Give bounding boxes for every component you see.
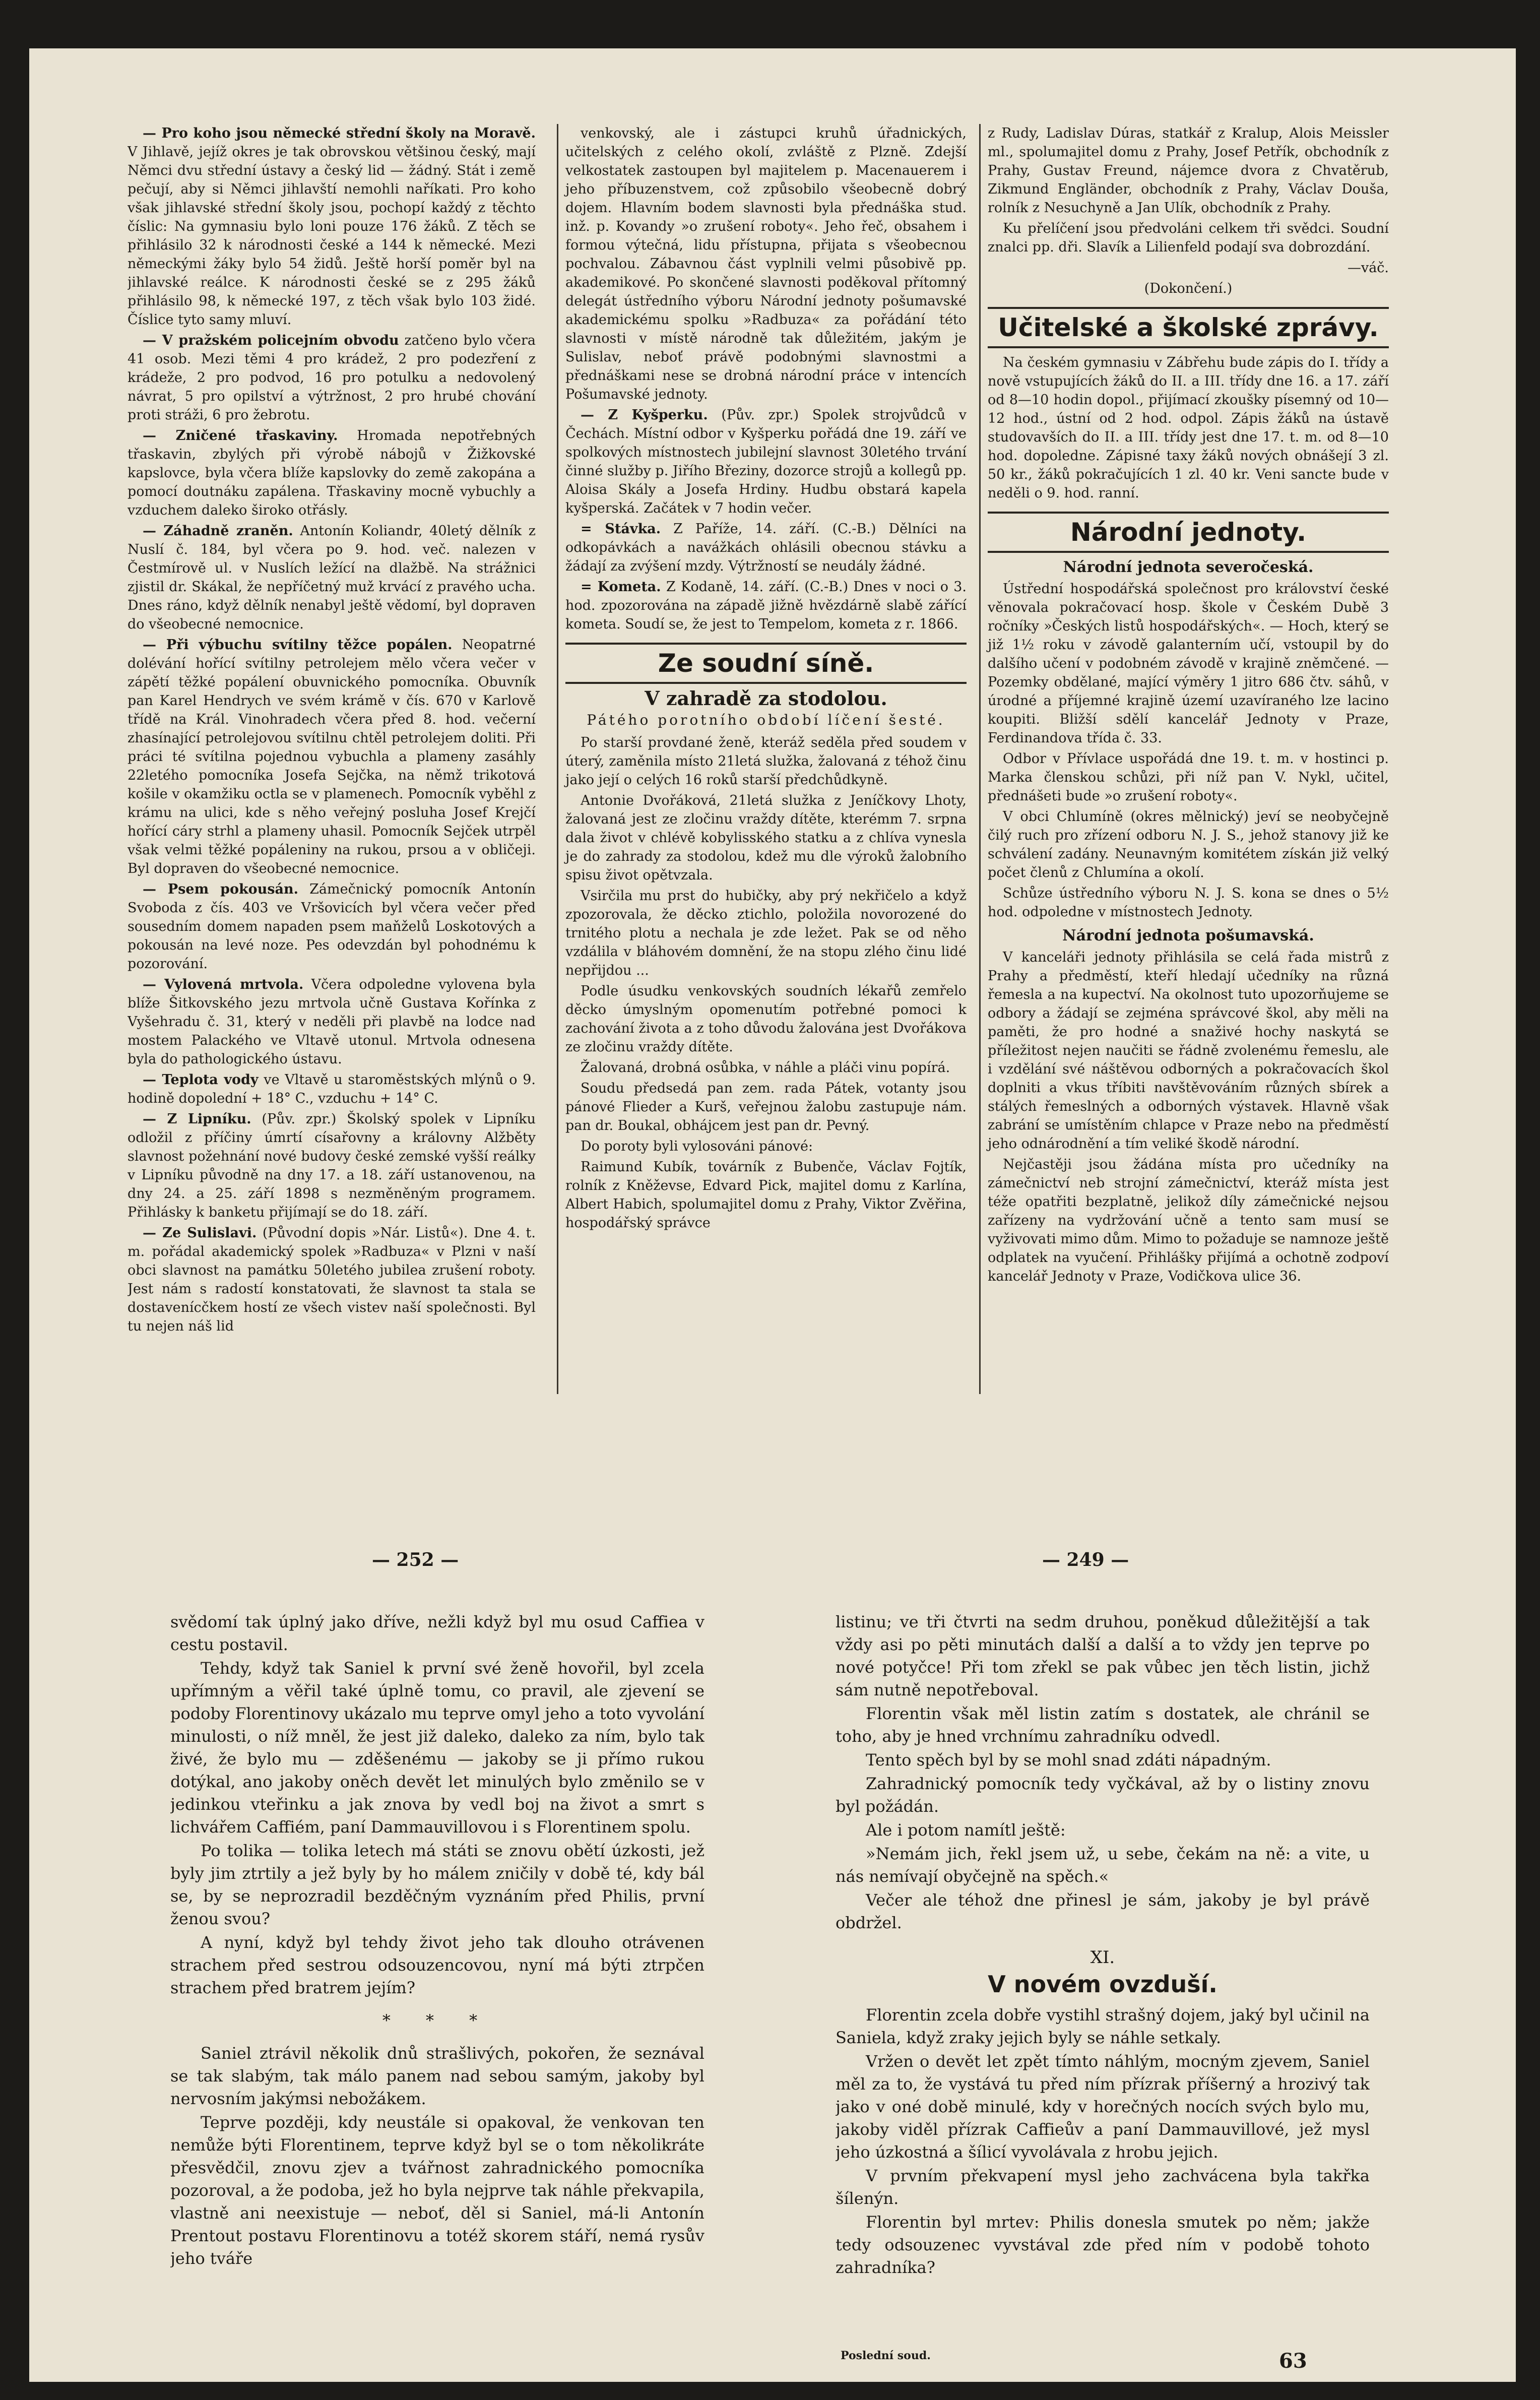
news-item xyxy=(127,1110,536,1222)
novel-paragraph xyxy=(836,1843,1370,1888)
item-text: Vržen o devět let zpět tímto náhlým, mocným zjevem, Saniel měl za to, že vystává tu před ním přízrak příšerný a hrozivý tak jako v oné době minulé, kdy v horečných nocích svých bylo mu, jakoby viděl přízrak Caffieův a paní Dammauvillové, jež mysl jeho úzkostná a šílicí vyvolávala z hrobu jejich. xyxy=(836,2052,1370,2162)
item-text: Žalovaná, drobná osůbka, v náhle a pláči vinu popírá. xyxy=(581,1060,950,1076)
item-text: (Pův. zpr.) Školský spolek v Lipníku odložil z příčiny úmrtí císařovny a královny Alžběty slavnost požehnání nové budovy české zemské vyšší reálky v Lipníku původně na dny 17. a 18. září ustanovenou, na dny 24. a 25. září 1898 s nezměněným programem. Přihlásky k banketu přijímají se do 18. září. xyxy=(127,1111,536,1220)
union-paragraph xyxy=(988,948,1389,1153)
chapter-number xyxy=(836,1946,1370,1969)
page-number-right: — 249 — xyxy=(1042,1549,1129,1570)
author-signature: —váč. xyxy=(1347,260,1389,276)
item-lead: — Záhadně zraněn. xyxy=(143,523,293,539)
novel-paragraph xyxy=(836,1749,1370,1772)
novel-paragraph xyxy=(170,2111,704,2270)
news-item xyxy=(127,522,536,634)
item-text: Z Paříže, 14. září. (C.-B.) Dělníci na odkopávkách a navážkách ohlásili obecnou stávku a žádají za zvýšení mzdy. Výtržností se neudály žádné. xyxy=(565,521,967,574)
item-text: Teprve později, kdy neustále si opakoval, že venkovan ten nemůže býti Florentinem, teprve když byl se o tom několikráte přesvědčil, znovu zjev a tvářnost zahradnického pomocníka pozoroval, a že podoba, jež ho byla nejprve tak náhle překvapila, vlastně ani neexistuje — neboť, děl si Saniel, má-li Antonín Prentout postavu Florentinovu a totéž skorem stáří, nemá rysův jeho tváře xyxy=(170,2113,704,2268)
court-paragraph xyxy=(565,1058,967,1077)
item-text: V obci Chlumíně (okres mělnický) jeví se neobyčejně čilý ruch pro zřízení odboru N. J. S., jehož stanovy již ke schválení zadány. Neunavným komitétem získán již velký počet členů z Chlumína a okolí. xyxy=(988,809,1389,880)
novel-paragraph xyxy=(836,2211,1370,2279)
news-item xyxy=(565,406,967,518)
item-text: listinu; ve tři čtvrti na sedm druhou, poněkud důležitější a tak vždy asi po pěti minutách další a další a to vždy jen teprve po nové potyčce! Při tom zřekl se pak vůbec jen těch listin, jichž sám nutně nepotřeboval. xyxy=(836,1612,1370,1699)
court-article-title: V zahradě za stodolou. xyxy=(645,687,887,710)
novel-paragraph xyxy=(170,2009,704,2032)
court-article-subtitle: Pátého porotního období líčení šesté. xyxy=(587,712,945,728)
court-paragraph xyxy=(565,1158,967,1232)
court-paragraph xyxy=(565,1137,967,1156)
union-north-heading: Národní jednota severočeská. xyxy=(1063,558,1314,576)
news-item xyxy=(565,520,967,576)
news-item xyxy=(127,426,536,520)
item-text: Po tolika — tolika letech má státi se znovu obětí úzkosti, jež byly jim ztrtily a jež byly by ho málem zničily v době té, kdy bál se, by se neprozradil bezděčným vyznáním před Philis, první ženou svou? xyxy=(170,1841,704,1928)
novel-paragraph xyxy=(836,1702,1370,1748)
court-paragraph xyxy=(565,982,967,1056)
item-text: Z Kodaně, 14. září. (C.-B.) Dnes v noci o 3. hod. zpozorována na západě jižně hvězdárně slabě zářící kometa. Soudí se, že jest to Tempelom, kometa z r. 1866. xyxy=(565,579,967,632)
union-paragraph xyxy=(988,749,1389,805)
footer-book-title: Poslední soud. xyxy=(841,2349,931,2362)
item-text: V novém ovzduší. xyxy=(988,1971,1217,1998)
item-text: svědomí tak úplný jako dříve, nežli když byl mu osud Caffiea v cestu postavil. xyxy=(170,1612,704,1654)
court-paragraph xyxy=(565,887,967,980)
item-text: (Původní dopis »Nár. Listů«). Dne 4. t. m. pořádal akademický spolek »Radbuza« v Plzni v naší obci slavnost na památku 50letého jubilea zrušení roboty. Jest nám s radostí konstatovati, že slavnost ta stala se dostavenícčkem hostí ze všech vistev naší společnosti. Byl tu nejen náš lid xyxy=(127,1225,536,1334)
novel-paragraph xyxy=(836,2004,1370,2049)
item-text: Do poroty byli vylosováni pánové: xyxy=(581,1139,813,1154)
court-paragraph xyxy=(565,1079,967,1135)
item-text: Podle úsudku venkovských soudních lékařů zemřelo děcko úmyslným opomenutím potřebné pomoci k zachování života a z toho důvodu žalována jest Dvořákova ze zločinu vraždy dítěte. xyxy=(565,983,967,1055)
item-lead: — Vylovená mrtvola. xyxy=(143,977,304,992)
jury-list-continued: z Rudy, Ladislav Dúras, statkář z Kralup, Alois Meissler ml., spolumajitel domu z Prahy, Josef Petřík, obchodník z Prahy, Gustav Freund, nájemce dvora z Chvatěrub, Zikmund Engländer, obchodník z Prahy, Václav Douša, rolník z Nesuchyně a Jan Ulík, obchodník z Prahy. xyxy=(988,125,1389,216)
news-item xyxy=(127,124,536,329)
novel-pages xyxy=(29,1611,1516,2377)
item-text: Ale i potom namítl ještě: xyxy=(866,1820,1066,1840)
item-text: Odbor v Přívlace uspořádá dne 19. t. m. v hostinci p. Marka členskou schůzi, při níž pan V. Nykl, učitel, přednášeti bude »o zrušení roboty«. xyxy=(988,751,1389,804)
item-text: Florentin byl mrtev: Philis donesla smutek po něm; jakže tedy odsouzenec vyvstával zde před ním v podobě tohoto zahradníka? xyxy=(836,2213,1370,2277)
court-section-heading: Ze soudní síně. xyxy=(565,643,967,684)
news-item xyxy=(127,331,536,424)
school-news-paragraph: Na českém gymnasiu v Zábřehu bude zápis do I. třídy a nově vstupujících žáků do II. a III. třídy dne 16. a 17. září od 8—10 hodin dopol., přijímací zkoušky písemný od 10—12 hod., ústní od 2 hod. odpol. Zápis žáků na ústavě studovavších do II. a III. třídy jest dne 17. t. m. od 8—10 hod. dopoledne. Zápisné taxy žáků nových obnášejí 3 zl. 50 kr., žáků pokračujících 1 zl. 40 kr. Veni sancte bude v neděli o 9. hod. ranní. xyxy=(988,355,1389,501)
item-lead: — Ze Sulislavi. xyxy=(143,1225,257,1241)
item-text: Večer ale téhož dne přinesl je sám, jakoby je byl právě obdržel. xyxy=(836,1890,1370,1932)
item-lead: — Z Kyšperku. xyxy=(581,407,708,423)
news-column-3 xyxy=(979,124,1389,1394)
item-text: XI. xyxy=(1090,1947,1115,1968)
item-text: Nejčastěji jsou žádána místa pro učedníky na zámečnictví neb strojní zámečnictví, kteráž místa jest téže opatřiti bezplatně, jelikož díly zámečnické nejsou zařízeny na vydržování učně a tento sam musí se vyživovati mimo dům. Mimo to požaduje se namnoze ještě odplatek na vyučení. Přihlášky přijímá a ochotně zodpoví kancelář Jednoty v Praze, Vodičkova ulice 36. xyxy=(988,1157,1389,1284)
item-text: Antonie Dvořáková, 21letá služka z Jeníčkovy Lhoty, žalovaná jest ze zločinu vraždy dítěte, kterémm 7. srpna dala život v chlévě kobylisského statku a z chlíva vynesla je do zahrady za stodolou, kdež mu dle výroků žalobního spisu život opětvzala. xyxy=(565,793,967,883)
novel-paragraph xyxy=(836,2165,1370,2210)
news-item xyxy=(127,1070,536,1108)
item-text: Schůze ústředního výboru N. J. S. kona se dnes o 5½ hod. odpoledne v místnostech Jednoty. xyxy=(988,886,1389,920)
item-text: Tento spěch byl by se mohl snad zdáti nápadným. xyxy=(866,1750,1271,1770)
novel-paragraph xyxy=(836,1611,1370,1701)
item-text: A nyní, když byl tehdy život jeho tak dlouho otrávenen strachem před sestrou odsouzencovou, nyní má býti ztrpčen strachem před bratrem jejím? xyxy=(170,1933,704,1997)
news-item xyxy=(565,124,967,404)
union-paragraph xyxy=(988,807,1389,882)
news-column-2 xyxy=(557,124,967,1394)
chapter-title xyxy=(836,1973,1370,1996)
item-text: V kanceláři jednoty přihlásila se celá řada mistrů z Prahy a předměstí, kteří hledají učedníky na různá řemesla a na kupectví. Na okolnost tuto upozorňujeme se odbory a žádají se zejména správcové škol, aby měli na paměti, že pro hodné a snaživé hochy naskytá se příležitost nejen naučiti se řádně zvolenému řemeslu, ale i vzdělání své náštěvou odborných a pokračovacích škol doplniti a vkus tříbiti navštěvováním různých sbírek a stálých řemeslných a odborných výstavek. Hlavně však zabrání se umístěním chlapce v Praze nebo na předměstí jeho odnárodnění a tím veliké škodě národní. xyxy=(988,950,1389,1152)
novel-paragraph xyxy=(170,1611,704,1656)
item-text: V prvním překvapení mysl jeho zachvácena byla takřka šílenýn. xyxy=(836,2166,1370,2208)
national-unions-heading: Národní jednoty. xyxy=(988,512,1389,553)
novel-paragraph xyxy=(836,1819,1370,1842)
news-item xyxy=(127,975,536,1068)
novel-paragraph xyxy=(170,1931,704,1999)
item-text: Ústřední hospodářská společnost pro království české věnovala pokračovací hosp. škole v Českém Dubě 3 ročníky »Českých listů hospodářských«. — Hoch, který se již 1½ roku v závodě galanterním učí, vstoupil by do dalšího učení v podobném závodě v krajině zněmčené. — Pozemky obdělané, mající výměry 1 jitro 686 čtv. sáhů, v úrodné a příjemné krajině území uzavíraného lze lacino koupiti. Bližší sdělí kancelář Jednoty v Praze, Ferdinandova třída č. 33. xyxy=(988,581,1389,746)
novel-page-right xyxy=(836,1611,1370,2367)
item-lead: = Kometa. xyxy=(581,579,661,595)
news-item xyxy=(127,880,536,973)
item-text: * * * xyxy=(382,2011,493,2030)
item-text: Neopatrné dolévání hořící svítilny petrolejem mělo včera večer v zápětí těžké popálení obuvnického pomocníka. Obuvník pan Karel Hendrych ve svém krámě v čís. 670 v Karlově třídě na Král. Vinohradech včera před 8. hod. večerní zhasínající petrolejovou svítilnu chtěl petrolejem doliti. Při práci té svítilna pojednou vybuchla a plameny zasáhly 22letého pomocníka Josefa Sejčka, na němž trikotová košile v okamžiku octla se v plamenech. Pomocník vyběhl z krámu na ulici, kde s něho veřejný posluha Josef Krejčí hořící cáry strhl a plameny uhasil. Pomocník Sejček utrpěl však velmi těžké popáleniny na rukou, prsou a v obličeji. Byl dopraven do všeobecné nemocnice. xyxy=(127,637,536,876)
item-lead: = Stávka. xyxy=(581,521,661,537)
item-lead: — Zničené třaskaviny. xyxy=(143,428,338,444)
union-paragraph xyxy=(988,884,1389,921)
item-lead: — Z Lipníku. xyxy=(143,1111,251,1127)
item-text: Zahradnický pomocník tedy vyčkával, až by o listiny znovu byl požádán. xyxy=(836,1774,1370,1816)
union-sumava-heading: Národní jednota pošumavská. xyxy=(1062,927,1314,944)
item-text: Raimund Kubík, továrník z Bubenče, Václav Fojtík, rolník z Kněževse, Edvard Pick, majitel domu z Karlína, Albert Habich, spolumajitel domu z Prahy, Viktor Zvěřina, hospodářský správce xyxy=(565,1159,967,1231)
item-text: Florentin však měl listin zatím s dostatek, ale chránil se toho, aby je hned vrchnímu zahradníku odvedl. xyxy=(836,1704,1370,1746)
item-text: Včera odpoledne vylovena byla blíže Šitkovského jezu mrtvola učně Gustava Kořínka z Vyšehradu č. 31, který v neděli při plavbě na lodce nad mostem Palackého ve Vltavě utonul. Mrtvola odnesena byla do pathologického ústavu. xyxy=(127,977,536,1067)
union-paragraph xyxy=(988,1155,1389,1286)
news-column-1 xyxy=(127,124,536,1394)
news-item xyxy=(127,1224,536,1336)
item-text: (Pův. zpr.) Spolek strojvůdců v Čechách. Místní odbor v Kyšperku pořádá dne 19. září ve spolkových místnostech jubilejní slavnost 30letého trvání činné služby p. Jiřího Březiny, dozorce strojů a kollegů pp. Aloisa Skály a Josefa Hrdiny. Hudbu obstará kapela kyšperská. Začátek v 7 hodin večer. xyxy=(565,407,967,516)
item-lead: — Při výbuchu svítilny těžce popálen. xyxy=(143,637,453,653)
item-text: V Jihlavě, jejíž okres je tak obrovskou většinou český, mají Němci dvu střední ústavy a český lid — žádný. Stát i země pečují, aby si Němci jihlavští nemohli naříkati. Pro koho však jihlavské střední školy jsou, pochopí každý z těchto číslic: Na gymnasiu bylo loni pouze 176 žáků. Z těch se přihlásilo 32 k národnosti české a 144 k německé. Mezi německými žáky bylo 54 židů. Ještě horší poměr byl na jihlavské reálce. K národnosti české se z 295 žáků přihlásilo 98, k německé 197, z těch však bylo 103 židé. Číslice tyto samy mluví. xyxy=(127,144,536,328)
court-paragraph xyxy=(565,733,967,789)
footer-page-number: 63 xyxy=(1279,2349,1307,2373)
newspaper-page xyxy=(29,48,1516,2382)
item-lead: — Pro koho jsou německé střední školy na Moravě. xyxy=(143,125,536,141)
novel-paragraph xyxy=(170,1840,704,1930)
item-lead: — Psem pokousán. xyxy=(143,881,299,897)
novel-paragraph xyxy=(170,2042,704,2110)
item-text: Zámečnický pomocník Antonín Svoboda z čís. 403 ve Vršovicích byl včera večer před sousedním domem napaden psem maňželů Loskotových a pokousán na levé noze. Pes odevzdán byl pohodnému k pozorování. xyxy=(127,881,536,972)
item-text: Po starší provdané ženě, kteráž seděla před soudem v úterý, zaměnila místo 21letá služka, žalovaná z téhož činu jako její o celých 16 roků starší předchůdkyně. xyxy=(565,735,967,788)
news-columns xyxy=(127,124,1397,1394)
item-text: Antonín Koliandr, 40letý dělník z Nuslí č. 184, byl včera po 9. hod. več. nalezen v Čestmírově ul. v Nuslích ležící na dlažbě. Na strážnici zjistil dr. Skákal, že nepříčetný muž krvácí z pravého ucha. Dnes ráno, když dělník nenabyl ještě vědomí, byl dopraven do všeobecné nemocnice. xyxy=(127,523,536,632)
page-number-left: — 252 — xyxy=(372,1549,459,1570)
item-text: venkovský, ale i zástupci kruhů úřadnických, učitelských z celého okolí, zvláště z Plzně. Zdejší velkostatek zastoupen byl majitelem p. Macenauerem i jeho příbuzenstvem, což způsobilo všeobecně dobrý dojem. Hlavním bodem slavnosti byla přednáška stud. inž. p. Kovandy »o zrušení roboty«. Jeho řeč, obsahem i formou výtečná, lidu přístupna, přijata s všeobecnou pochvalou. Zábavnou část vyplnili velmi působivě pp. akademikové. Po skončené slavnosti poděkoval přítomný delegát ústředního výboru Národní jednoty pošumavské akademickému spolku »Radbuza« za pořádání této slavnosti v místě národně tak důležitém, jakým je Sulislav, neboť právě podobnými slavnostmi a přednáškami nese se drobná národní práce v intencích Pošumavské jednoty. xyxy=(565,125,967,402)
school-news-heading: Učitelské a školské zprávy. xyxy=(988,307,1389,348)
novel-paragraph xyxy=(170,1657,704,1839)
item-text: zatčeno bylo včera 41 osob. Mezi těmi 4 pro krádež, 2 pro podezření z krádeže, 2 pro podvod, 16 pro potulku a nedovolený návrat, 5 pro opilství a výtržnost, 2 pro hrubé chování proti stráži, 6 pro žebrotu. xyxy=(127,333,536,423)
news-item xyxy=(565,578,967,634)
item-text: Tehdy, když tak Saniel k první své ženě hovořil, byl zcela upřímným a věřil také úplně tomu, co pravil, ale zjevení se podoby Florentinovy ukázalo mu teprve omyl jeho a toto vyvolání minulosti, o níž mněl, že jest již daleko, daleko za ním, bylo tak živé, že bylo mu — zděšenému — jakoby se ji přímo rukou dotýkal, ano jakoby oněch devět let minulých bylo změnilo se v jedinkou vteřinku a jak znova by vedl boj na život a smrt s lichvářem Caffiém, paní Dammauvillovou i s Florentinem spolu. xyxy=(170,1659,704,1837)
item-text: »Nemám jich, řekl jsem už, u sebe, čekám na ně: a vite, u nás nemívají obyčejně na spěch.« xyxy=(836,1844,1370,1886)
court-paragraph xyxy=(565,791,967,885)
item-lead: — V pražském policejním obvodu xyxy=(143,333,399,348)
novel-paragraph xyxy=(836,2050,1370,2164)
item-text: Hromada nepotřebných třaskavin, zbylých při výrobě nábojů v Žižkovské kapslovce, byla včera blíže kapslovky do země zakopána a pomocí doutnáku zapálena. Třaskaviny mocně vybuchly a vzduchem daleko široko otřásly. xyxy=(127,428,536,518)
item-text: ve Vltavě u staroměstských mlýnů o 9. hodině dopolední + 18° C., vzduchu + 14° C. xyxy=(127,1072,536,1106)
news-item xyxy=(127,636,536,878)
item-text: Saniel ztrávil několik dnů strašlivých, pokořen, že seznával se tak slabým, tak málo panem nad sebou samým, jakoby byl nervosním jakýmsi nebožákem. xyxy=(170,2044,704,2108)
novel-page-left xyxy=(170,1611,704,2367)
item-text: Vsirčila mu prst do hubičky, aby prý nekřičelo a když zpozorovala, že děcko ztichlo, položila novorozené do trnitého plotu a nechala je zde ležet. Pak se od něho vzdálila v bláhovém domnění, že na stopu zlého činu lidé nepřijdou ... xyxy=(565,888,967,978)
union-paragraph xyxy=(988,580,1389,747)
witnesses-paragraph: Ku přelíčení jsou předvoláni celkem tři svědci. Soudní znalci pp. dři. Slavík a Lilienfeld podají sva dobrozdání. xyxy=(988,221,1389,255)
novel-paragraph xyxy=(836,1773,1370,1818)
continuation-note: (Dokončení.) xyxy=(1144,281,1233,296)
item-text: Florentin zcela dobře vystihl strašný dojem, jaký byl učinil na Saniela, když zraky jejich byly se náhle setkaly. xyxy=(836,2005,1370,2047)
item-text: Soudu předsedá pan zem. rada Pátek, votanty jsou pánové Flieder a Kurš, veřejnou žalobu zastupuje nám. pan dr. Boukal, obhájcem jest pan dr. Pevný. xyxy=(565,1081,967,1133)
item-lead: — Teplota vody xyxy=(143,1072,259,1088)
novel-paragraph xyxy=(836,1889,1370,1934)
